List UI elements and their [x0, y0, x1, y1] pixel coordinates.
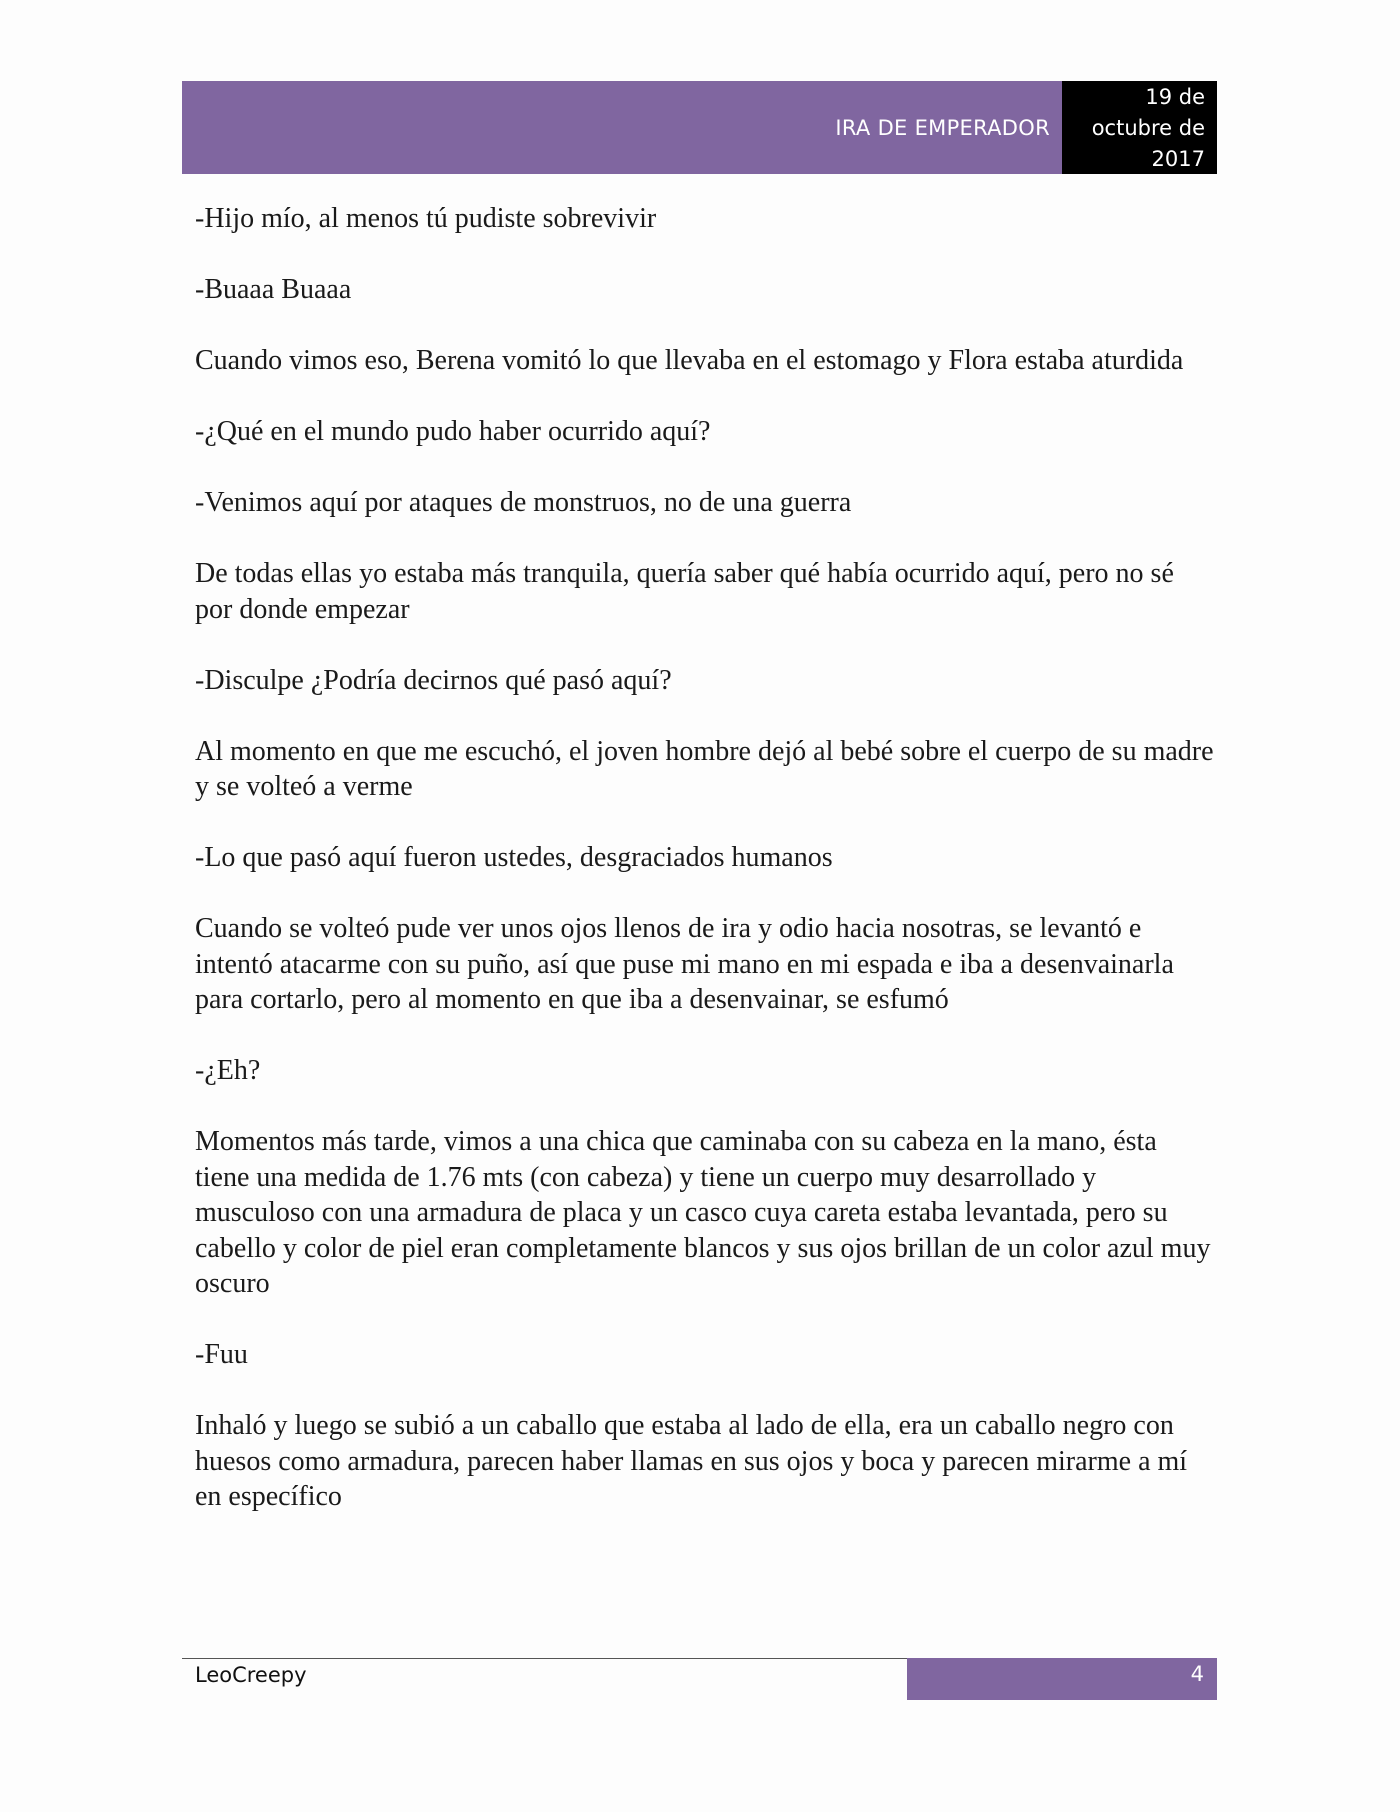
header-date: 19 de octubre de 2017: [1062, 81, 1217, 174]
paragraph: -Fuu: [195, 1339, 248, 1370]
paragraph: Momentos más tarde, vimos a una chica que caminaba con su cabeza en la mano, ésta tiene una medida de 1.76 mts (con cabeza) y tiene un cuerpo muy desarrollado y musculoso con una armadura de placa y un casco cuya careta estaba levantada, pero su cabello y color de piel eran completamente blancos y sus ojos brillan de un color azul muy oscuro: [195, 1126, 1211, 1299]
page-header: [182, 81, 1217, 174]
paragraph: -Disculpe ¿Podría decirnos qué pasó aquí?: [195, 664, 672, 696]
paragraph: -¿Qué en el mundo pudo haber ocurrido aquí?: [195, 416, 711, 447]
footer-author: LeoCreepy: [195, 1663, 307, 1687]
paragraph: -Venimos aquí por ataques de monstruos, no de una guerra: [195, 487, 852, 518]
paragraph: Cuando se volteó pude ver unos ojos llenos de ira y odio hacia nosotras, se levantó e intentó atacarme con su puño, así que puse mi mano en mi espada e iba a desenvainarla para cortarlo, pero al momento en que iba a desenvainar, se esfumó: [195, 913, 1174, 1015]
footer-divider: [182, 1658, 907, 1659]
paragraph: -Lo que pasó aquí fueron ustedes, desgraciados humanos: [195, 842, 833, 873]
page-number: 4: [907, 1658, 1217, 1700]
paragraph: -¿Eh?: [195, 1055, 261, 1086]
paragraph: Al momento en que me escuchó, el joven hombre dejó al bebé sobre el cuerpo de su madre y se volteó a verme: [195, 735, 1214, 802]
paragraph: -Hijo mío, al menos tú pudiste sobrevivir: [195, 203, 657, 234]
header-title: IRA DE EMPERADOR: [182, 81, 1062, 174]
paragraph: Inhaló y luego se subió a un caballo que estaba al lado de ella, era un caballo negro con huesos como armadura, parecen haber llamas en sus ojos y boca y parecen mirarme a mí en específico: [195, 1410, 1188, 1512]
document-body: [195, 201, 1215, 1550]
paragraph: De todas ellas yo estaba más tranquila, quería saber qué había ocurrido aquí, pero no sé por donde empezar: [195, 558, 1174, 625]
paragraph: -Buaaa Buaaa: [195, 274, 352, 305]
paragraph: Cuando vimos eso, Berena vomitó lo que llevaba en el estomago y Flora estaba aturdida: [195, 345, 1184, 376]
